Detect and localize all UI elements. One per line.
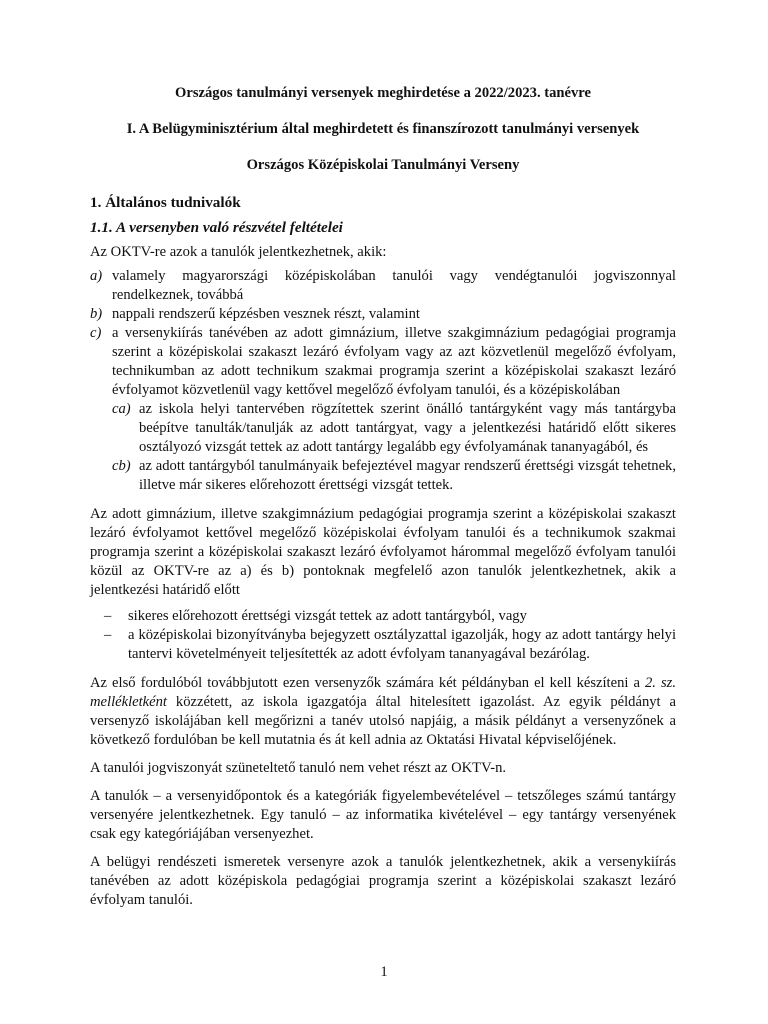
paragraph-text: Az első fordulóból továbbjutott ezen versenyzők számára két példányban el kell készíteni a	[90, 675, 645, 691]
paragraph: A tanulók – a versenyidőpontok és a kategóriák figyelembevételével – tetszőleges számú tantárgy versenyére jelentkezhetnek. Egy tanuló – az informatika kivételével – egy tantárgy versenyének csak egy kategóriájában versenyezhet.	[90, 788, 676, 842]
paragraph: A belügyi rendészeti ismeretek versenyre azok a tanulók jelentkezhetnek, akik a versenykiírás tanévében az adott középiskola pedagógiai programja szerint a középiskolai szakaszt lezáró évfolyam tanulói.	[90, 854, 676, 908]
subsection-heading: 1.1. A versenyben való részvétel feltételei	[90, 219, 343, 236]
paragraph: A tanulói jogviszonyát szüneteltető tanuló nem vehet részt az OKTV-n.	[90, 760, 507, 776]
sub-conditions-list	[90, 400, 676, 495]
dash-list	[90, 607, 676, 664]
list-item-text: nappali rendszerű képzésben vesznek részt, valamint	[112, 306, 420, 322]
section-heading: 1. Általános tudnivalók	[90, 194, 241, 211]
list-item	[112, 457, 676, 495]
list-marker: ca)	[112, 401, 131, 417]
document-page	[90, 84, 676, 910]
paragraph-text: közzétett, az iskola igazgatója által hitelesített igazolást. Az egyik példányt a versenyző iskolájában kell megőrizni a tanév utolsó napjáig, a másik példányt a versenyzőnek a következő fordulóban be kell mutatnia és át kell adnia az Oktatási Hivatal képviselőjének.	[90, 694, 676, 748]
list-item-text: a középiskolai bizonyítványba bejegyzett osztályzattal igazolják, hogy az adott tantárgy helyi tantervi követelményeit teljesítették az adott évfolyam tananyagával bezárólag.	[128, 627, 676, 662]
list-marker: a)	[90, 268, 103, 284]
list-item	[90, 607, 676, 626]
list-item-text: az adott tantárgyból tanulmányaik befejeztével magyar rendszerű érettségi vizsgát tehetnek, illetve már sikeres előrehozott érettségi vizsgát tettek.	[139, 458, 676, 493]
competition-title: Országos Középiskolai Tanulmányi Verseny	[246, 157, 520, 173]
list-item	[90, 305, 676, 324]
document-title: Országos tanulmányi versenyek meghirdetése a 2022/2023. tanévre	[174, 85, 591, 101]
list-item	[112, 400, 676, 457]
list-marker: b)	[90, 306, 103, 322]
list-item-text: sikeres előrehozott érettségi vizsgát tettek az adott tantárgyból, vagy	[128, 608, 527, 624]
list-item	[90, 626, 676, 664]
list-marker: cb)	[112, 458, 131, 474]
document-subtitle: I. A Belügyminisztérium által meghirdetett és finanszírozott tanulmányi versenyek	[126, 121, 640, 137]
list-item-text: valamely magyarországi középiskolában tanulói vagy vendégtanulói jogviszonnyal rendelkeznek, továbbá	[112, 268, 676, 303]
paragraph: Az adott gimnázium, illetve szakgimnázium pedagógiai programja szerint a középiskolai szakaszt lezáró évfolyamot kettővel megelőző középiskolai évfolyam tanulói és a technikumok szakmai programja szerint a középiskolai szakaszt lezáró évfolyamot hárommal megelőző évfolyam tanulói közül az OKTV-re az a) és b) pontoknak megfelelő azon tanulók jelentkezhetnek, akik a jelentkezési határidő előtt	[90, 506, 676, 598]
intro-text: Az OKTV-re azok a tanulók jelentkezhetnek, akik:	[90, 244, 387, 260]
paragraph	[90, 674, 676, 750]
annex-reference: 2. sz. mellékletként	[90, 675, 676, 710]
list-marker: –	[104, 627, 112, 643]
list-item-text: a versenykiírás tanévében az adott gimnázium, illetve szakgimnázium pedagógiai programja szerint a középiskolai szakaszt lezáró évfolyam vagy az azt közvetlenül megelőző évfolyam, technikumban az adott technikum szakmai programja szerint a középiskolai szakaszt lezáró évfolyamot közvetlenül vagy kettővel megelőző évfolyam tanulói, és a középiskolában	[112, 325, 676, 398]
list-item	[90, 324, 676, 400]
conditions-list	[90, 267, 676, 495]
page-number: 1	[380, 964, 388, 980]
list-marker: –	[104, 608, 112, 624]
list-item	[90, 267, 676, 305]
list-marker: c)	[90, 325, 102, 341]
list-item-text: az iskola helyi tantervében rögzítettek szerint önálló tantárgyként vagy más tantárgyba beépítve tanulták/tanulják az adott tantárgyat, vagy a jelentkezési határidő előtt sikeres osztályozó vizsgát tettek az adott tantárgy legalább egy évfolyamának tananyagából, és	[139, 401, 676, 455]
